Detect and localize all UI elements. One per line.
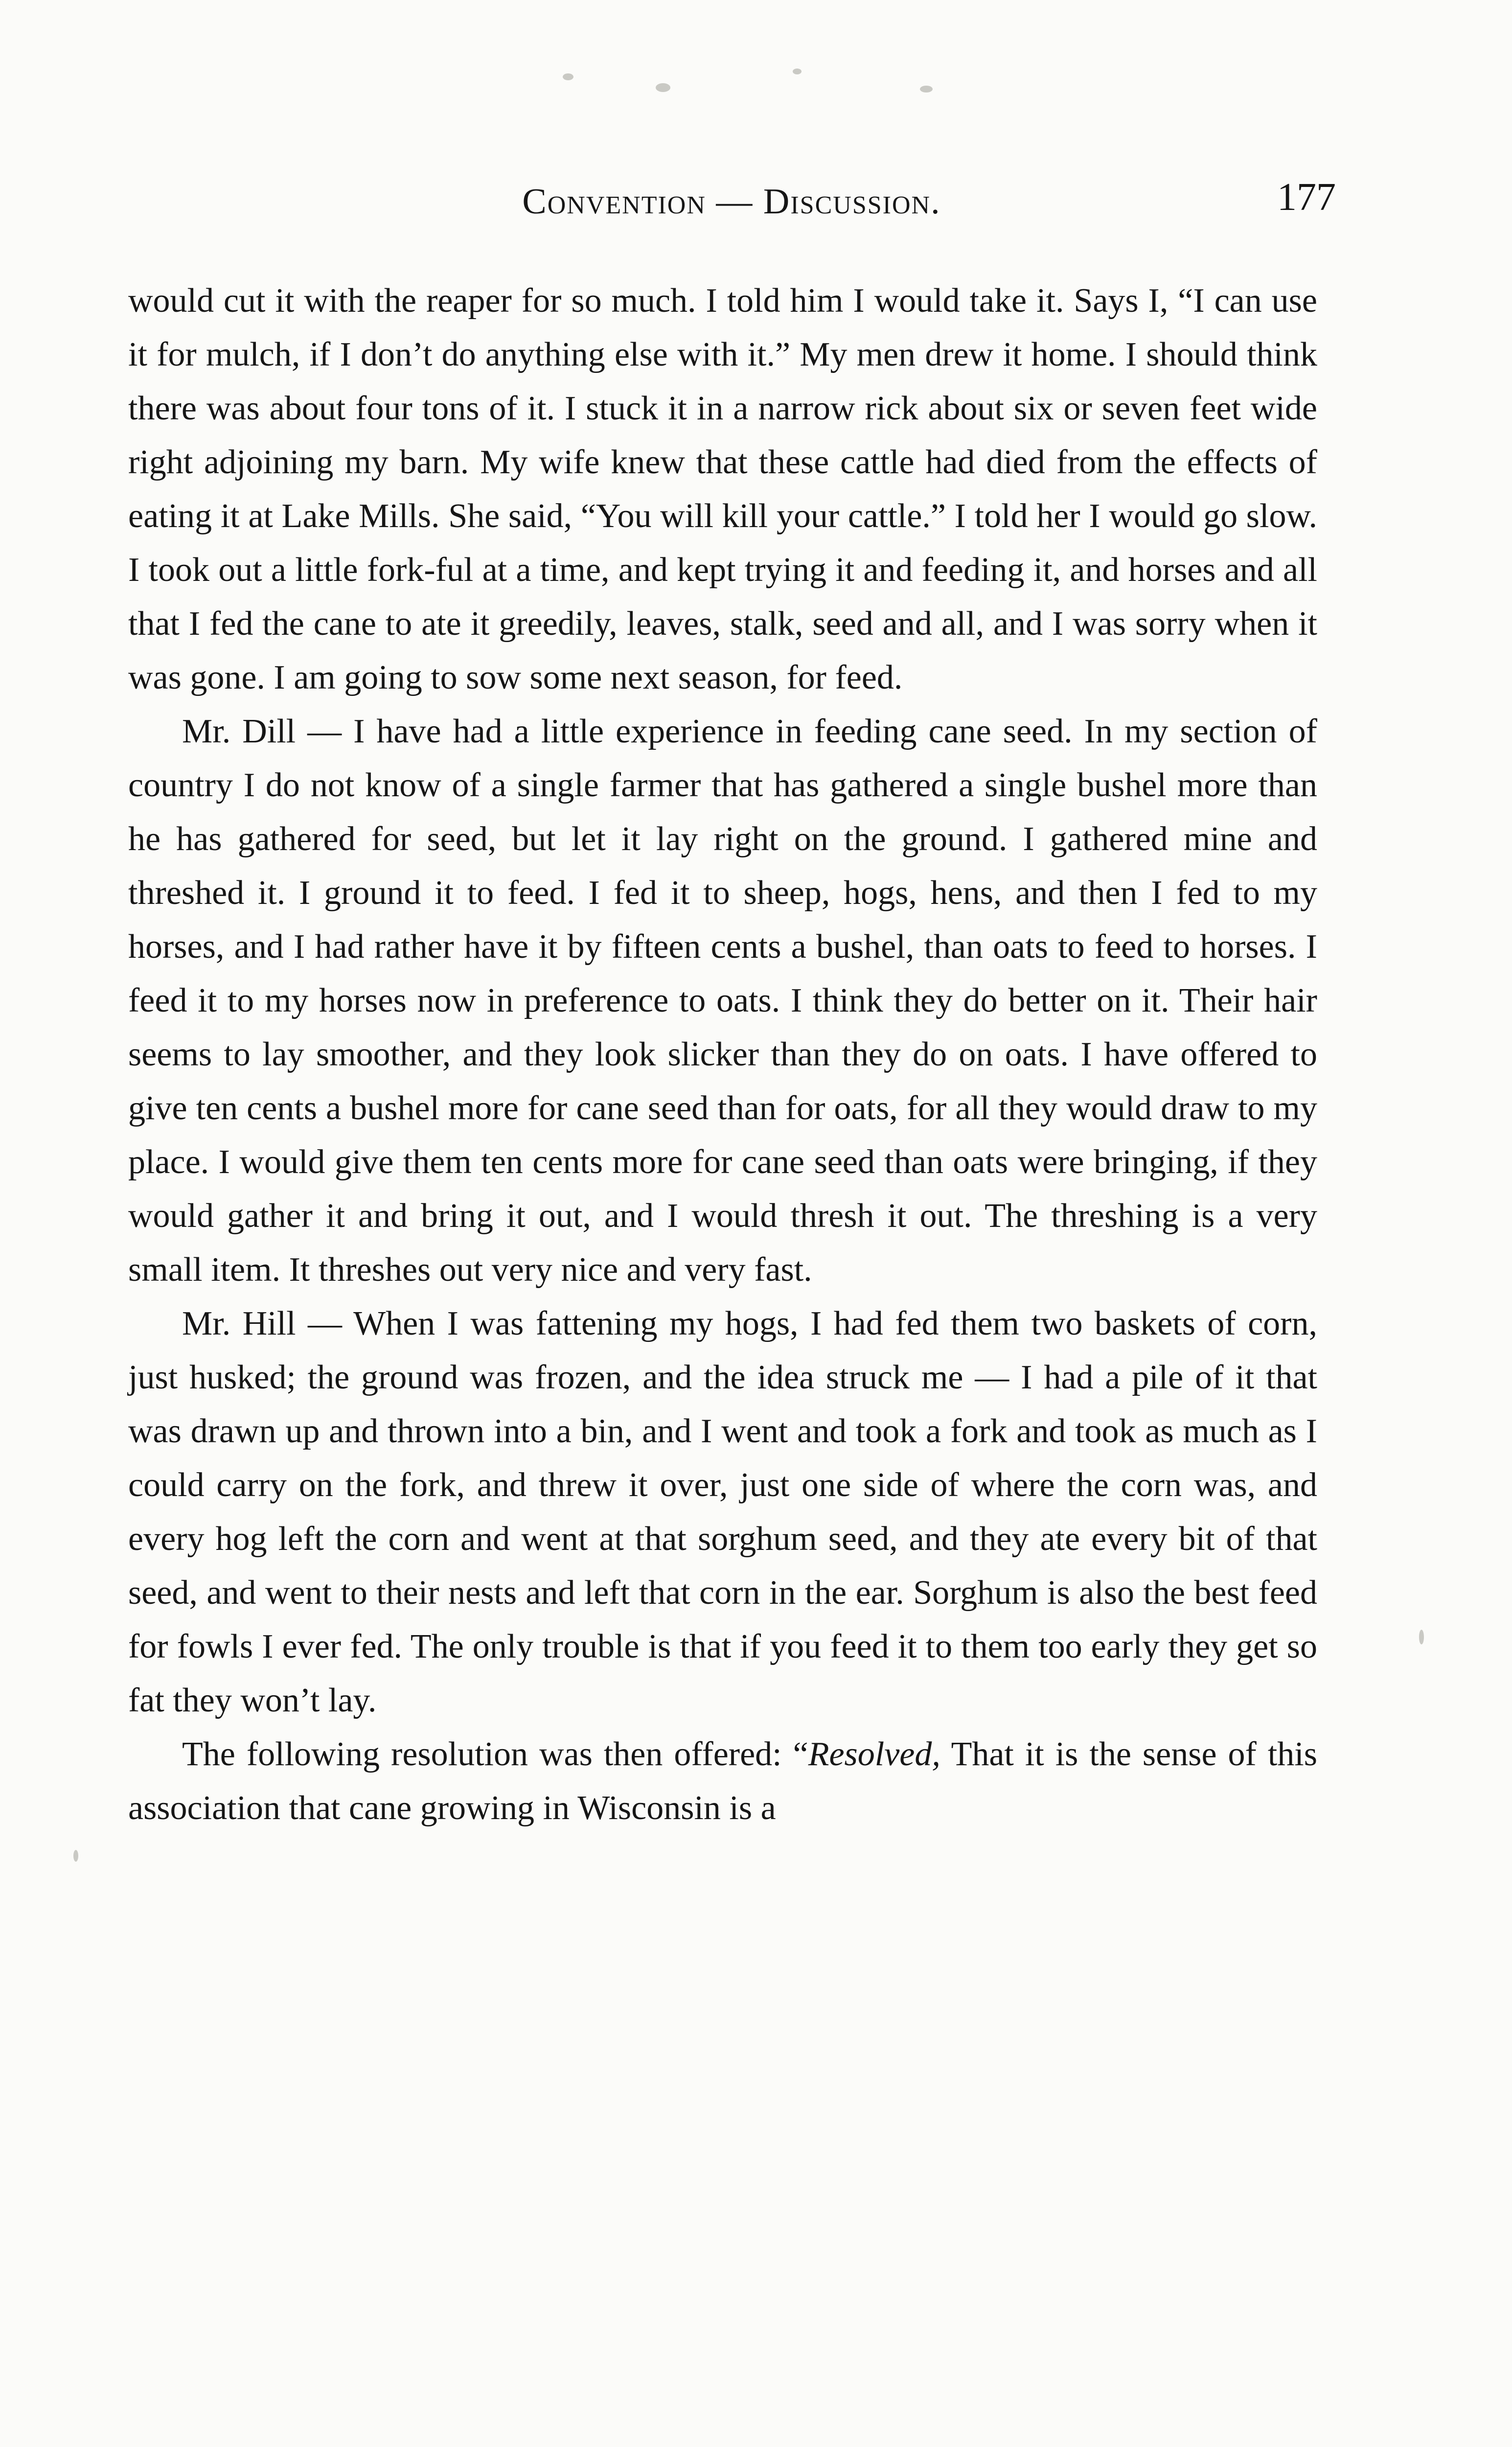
body-text (128, 274, 1317, 1835)
paper-speck (1419, 1630, 1424, 1644)
paragraph-mr-hill (128, 1297, 1317, 1728)
paragraph-text: Mr. Dill — I have had a little experience in feeding cane seed. In my section of country I do not know of a single farmer that has gathered a single bushel more than he has gathered for seed, but let it lay right on the ground. I gathered mine and threshed it. I ground it to feed. I fed it to sheep, hogs, hens, and then I fed to my horses, and I had rather have it by fifteen cents a bushel, than oats to feed to horses. I feed it to my horses now in preference to oats. I think they do better on it. Their hair seems to lay smoother, and they look slicker than they do on oats. I have offered to give ten cents a bushel more for cane seed than for oats, for all they would draw to my place. I would give them ten cents more for cane seed than oats were bringing, if they would gather it and bring it out, and I would thresh it out. The threshing is a very small item. It threshes out very nice and very fast. (128, 713, 1317, 1289)
paragraph-text: The following resolution was then offered: “ (182, 1735, 808, 1773)
paragraph-resolution (128, 1728, 1317, 1835)
paper-speck (73, 1850, 78, 1862)
paragraph-text: That it is the sense of this association that cane growing in Wisconsin is a (128, 1735, 1317, 1827)
paper-speck (656, 83, 670, 92)
paragraph-text: Mr. Hill — When I was fattening my hogs, I had fed them two baskets of corn, just husked; the ground was frozen, and the idea struck me — I had a pile of it that was drawn up and thrown into a bin, and I went and took a fork and took as much as I could carry on the fork, and threw it over, just one side of where the corn was, and every hog left the corn and went at that sorghum seed, and they ate every bit of that seed, and went to their nests and left that corn in the ear. Sorghum is also the best feed for fowls I ever fed. The only trouble is that if you feed it to them too early they get so fat they won’t lay. (128, 1305, 1317, 1719)
paper-speck (563, 73, 573, 80)
paper-speck (920, 86, 933, 92)
paragraph-continuation (128, 274, 1317, 705)
paragraph-text: would cut it with the reaper for so much. I told him I would take it. Says I, “I can use it for mulch, if I don’t do anything else with it.” My men drew it home. I should think there was about four tons of it. I stuck it in a narrow rick about six or seven feet wide right adjoining my barn. My wife knew that these cattle had died from the effects of eating it at Lake Mills. She said, “You will kill your cattle.” I told her I would go slow. I took out a little fork-ful at a time, and kept trying it and feeding it, and horses and all that I fed the cane to ate it greedily, leaves, stalk, seed and all, and I was sorry when it was gone. I am going to sow some next season, for feed. (128, 282, 1317, 696)
running-head: Convention — Discussion. (522, 182, 941, 222)
paper-speck (793, 69, 802, 74)
page-number: 177 (1277, 176, 1336, 219)
paragraph-mr-dill (128, 705, 1317, 1297)
resolved-italic: Resolved, (808, 1735, 940, 1773)
page-header (127, 176, 1336, 235)
